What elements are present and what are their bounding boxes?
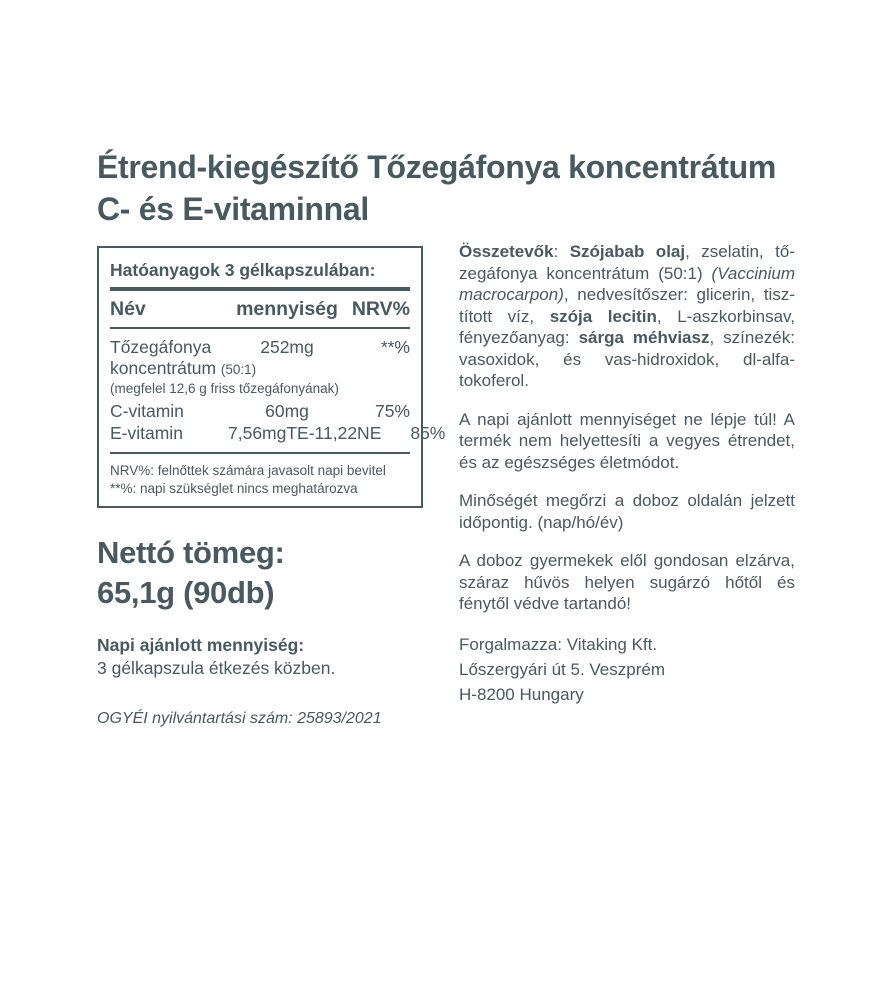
footnote-asterisk: **%: napi szükséglet nincs meghatározva	[110, 480, 358, 496]
ingredient-name: C-vitamin	[110, 401, 184, 421]
column-header-amount: mennyiség	[236, 298, 338, 320]
net-weight	[97, 533, 423, 613]
product-title: Étrend-kiegészítő Tőzegáfonya koncentrátum C- és E-vitaminnal	[97, 149, 777, 227]
net-weight-value: 65,1g (90db)	[97, 575, 275, 610]
warning-paragraph: A napi ajánlott mennyiséget ne lépje túl! A termék nem helyettesíti a vegyes étrendet, és az egészséges életmódot.	[459, 409, 795, 472]
table-row	[110, 422, 446, 444]
ingredient-nrv: 85%	[410, 423, 446, 443]
quality-paragraph: Minőségét megőrzi a doboz oldalán jelzett időpontig. (nap/hó/év)	[459, 491, 795, 532]
ingredient-amount: 60mg	[265, 401, 309, 421]
column-header-nrv: NRV%	[351, 298, 410, 320]
double-rule	[110, 287, 410, 291]
storage-paragraph: A doboz gyermekek elől gondosan elzárva, száraz hűvös helyen sugárzó hőtől és fénytől védve tartandó!	[459, 551, 795, 613]
ingredients-paragraph: Összetevők: Szójabab olaj, zselatin, tőzegáfonya koncentrátum (50:1) (Vaccinium macrocarpon), nedvesítőszer: glicerin, tisztított víz, szója lecitin, L-aszkorbinsav, fényezőanyag: sárga méhviasz, színezék: vasoxidok, és vas-hidroxidok, dl-alfa-tokoferol.	[459, 242, 796, 390]
footer-rule	[110, 452, 410, 454]
ingredient-nrv: 75%	[374, 401, 410, 421]
registration-number: OGYÉI nyilvántartási szám: 25893/2021	[97, 710, 382, 727]
ingredient-nrv: **%	[380, 337, 410, 357]
ingredient-amount: 7,56mgTE-11,22NE	[228, 423, 382, 443]
distributor-line: Lőszergyári út 5. Veszprém	[459, 659, 665, 679]
daily-amount-heading: Napi ajánlott mennyiség:	[97, 635, 305, 655]
ingredient-name: E-vitamin	[110, 423, 183, 443]
ingredient-name: Tőzegáfonya	[110, 337, 212, 357]
footnote-nrv: NRV%: felnőttek számára javasolt napi bevitel	[110, 463, 386, 478]
column-header-name: Név	[110, 298, 146, 320]
supplement-facts-table	[97, 246, 446, 508]
daily-amount	[97, 634, 423, 680]
ratio-note: (50:1)	[220, 362, 257, 377]
distributor-line: H-8200 Hungary	[459, 684, 584, 704]
ingredient-name-line2: koncentrátum (50:1)	[110, 358, 257, 378]
ingredient-subnote: (megfelel 12,6 g friss tőzegáfonyának)	[110, 381, 339, 396]
distributor-block	[459, 632, 795, 707]
left-column	[97, 246, 446, 728]
table-row	[110, 400, 410, 422]
right-column	[459, 241, 795, 707]
net-weight-heading: Nettó tömeg:	[97, 535, 285, 570]
ingredient-amount: 252mg	[260, 337, 314, 357]
table-header-row	[110, 297, 410, 322]
header-rule	[110, 327, 410, 329]
daily-amount-text: 3 gélkapszula étkezés közben.	[97, 658, 336, 678]
facts-heading: Hatóanyagok 3 gélkapszulában:	[110, 260, 376, 280]
distributor-line: Forgalmazza: Vitaking Kft.	[459, 634, 658, 654]
table-row	[110, 336, 410, 358]
